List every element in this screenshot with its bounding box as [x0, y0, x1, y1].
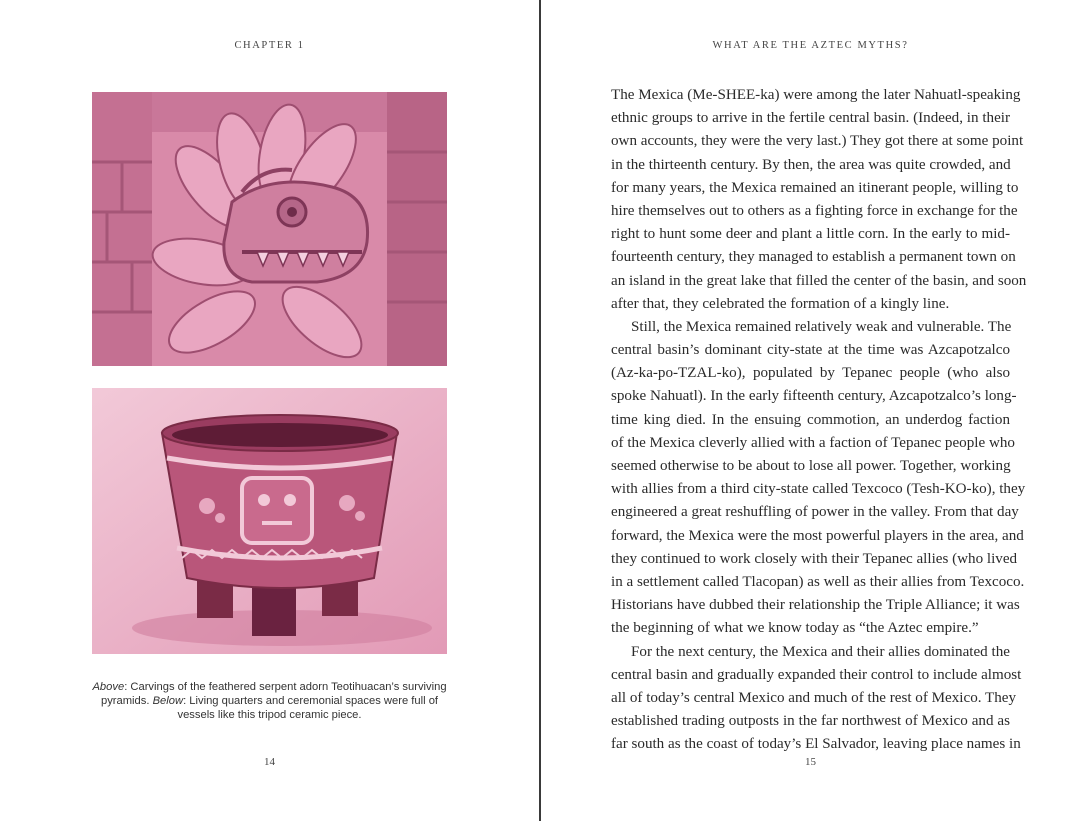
tripod-vessel-photo — [92, 388, 447, 654]
body-text-line: forward, the Mexica were the most powerful players in the area, and — [611, 527, 1024, 544]
body-text-line: For the next century, the Mexica and their allies dominated the — [631, 643, 1010, 660]
body-text-line: time king died. In the ensuing commotion, an underdog faction — [611, 411, 1010, 428]
page-number-left: 14 — [264, 756, 275, 768]
figure-caption — [92, 680, 447, 723]
body-text-line: an island in the great lake that filled the center of the basin, and soon — [611, 272, 1027, 289]
body-text-line: Still, the Mexica remained relatively weak and vulnerable. The — [631, 318, 1012, 335]
body-text-line: after that, they celebrated the formation of a kingly line. — [611, 295, 950, 312]
body-text-line: engineered a great reshuffling of power in the valley. From that day — [611, 504, 1019, 521]
feathered-serpent-photo — [92, 92, 447, 366]
feathered-serpent-image — [92, 92, 447, 366]
caption-text-above: : Carvings of the feathered serpent adorn Teotihuacan’s surviving pyramids. — [100, 681, 447, 708]
body-text-line: Historians have dubbed their relationship the Triple Alliance; it was — [611, 597, 1020, 614]
page-number-right: 15 — [805, 756, 816, 768]
body-text-line: in the thirteenth century. By then, the area was quite crowded, and — [611, 156, 1011, 173]
tripod-vessel-image — [92, 388, 447, 654]
body-text-line: (Az-ka-po-TZAL-ko), populated by Tepanec people (who also — [611, 365, 1010, 382]
caption-label-below: Below — [152, 695, 184, 708]
body-text — [611, 84, 1027, 756]
body-text-line: fourteenth century, they managed to establish a permanent town on — [611, 249, 1016, 266]
running-head-left: CHAPTER 1 — [234, 40, 305, 51]
body-text-line: hire themselves out to others as a fighting force in exchange for the — [611, 202, 1018, 219]
body-text-line: central basin and gradually expanded their control to include almost — [611, 666, 1022, 683]
body-text-line: spoke Nahuatl). In the early fifteenth century, Azcapotzalco’s long- — [611, 388, 1017, 405]
body-text-line: right to hunt some deer and plant a little corn. In the early to mid- — [611, 226, 1010, 243]
body-text-line: seemed otherwise to be about to lose all power. Together, working — [611, 458, 1011, 474]
body-text-line: in a settlement called Tlacopan) as well as their allies from Texcoco. — [611, 573, 1025, 590]
left-page — [0, 0, 539, 821]
body-text-line: with allies from a third city-state called Texcoco (Tesh-KO-ko), they — [611, 481, 1026, 498]
body-text-line: established trading outposts in the far northwest of Mexico and as — [611, 713, 1010, 730]
running-head-right: WHAT ARE THE AZTEC MYTHS? — [712, 40, 909, 51]
body-text-line: far south as the coast of today’s El Salvador, leaving place names in — [611, 736, 1021, 753]
body-text-line: the beginning of what we know today as “the Aztec empire.” — [611, 620, 979, 637]
body-text-line: of the Mexica cleverly allied with a faction of Tepanec people who — [611, 434, 1015, 451]
body-text-line: own accounts, they were the very last.) They got there at some point — [611, 133, 1024, 150]
body-text-line: central basin’s dominant city-state at the time was Azcapotzalco — [611, 342, 1010, 359]
right-page — [541, 0, 1080, 821]
caption-label-above: Above — [92, 681, 125, 693]
body-text-line: ethnic groups to arrive in the fertile central basin. (Indeed, in their — [611, 110, 1010, 127]
body-text-line: all of today’s central Mexico and much of the rest of Mexico. They — [611, 689, 1017, 706]
body-text-line: for many years, the Mexica remained an itinerant people, willing to — [611, 179, 1019, 196]
caption-text-below: : Living quarters and ceremonial spaces were full of vessels like this tripod ceramic piece. — [177, 695, 439, 722]
body-text-line: they continued to work closely with their Tepanec allies (who lived — [611, 550, 1018, 567]
body-text-line: The Mexica (Me-SHEE-ka) were among the later Nahuatl-speaking — [611, 87, 1021, 103]
